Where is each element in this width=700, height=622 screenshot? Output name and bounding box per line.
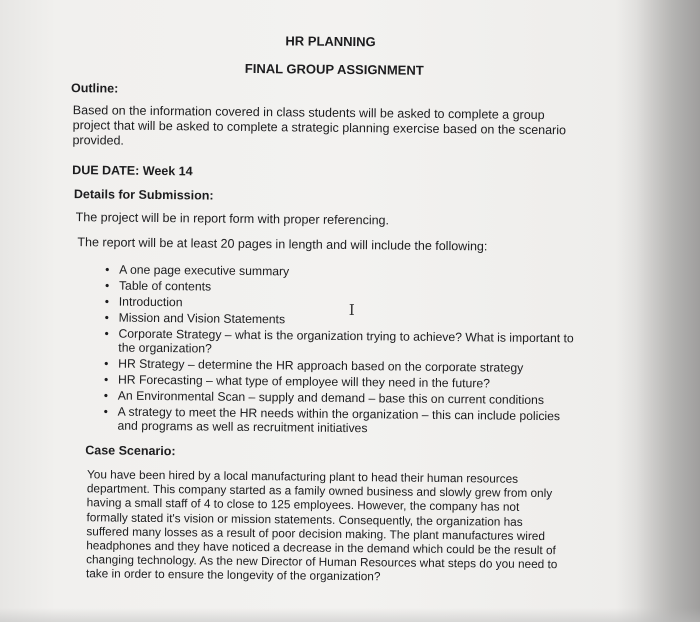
list-item: • Mission and Vision Statements — [104, 310, 286, 327]
bullet-icon: • — [103, 404, 108, 419]
bullet-icon: • — [103, 388, 109, 403]
bullet-icon: • — [104, 310, 109, 325]
text-cursor-icon: I — [348, 301, 355, 320]
details-line-2: The report will be at least 20 pages in length and will include the following: — [77, 235, 488, 254]
bullet-icon: • — [103, 372, 109, 387]
list-item: • Corporate Strategy – what is the organization trying to achieve? What is important to the organization? — [104, 326, 574, 356]
outline-text: Based on the information covered in class students will be asked to complete a group project that will be asked to complete a strategic planning exercise based on the scenario provided. — [72, 103, 567, 148]
bullet-icon: • — [104, 326, 109, 341]
list-item: • A strategy to meet the HR needs within the organization – this can include policies and programs as well as recruitment initiatives — [103, 404, 561, 436]
case-heading: Case Scenario: — [85, 443, 176, 459]
requirements-list — [103, 262, 575, 439]
bullet-icon: • — [104, 278, 110, 293]
list-item: • Introduction — [104, 294, 183, 310]
page-bottom-edge — [0, 608, 700, 622]
outline-heading: Outline: — [70, 81, 119, 96]
bullet-icon: • — [104, 294, 110, 309]
bullet-icon: • — [104, 356, 109, 371]
document-subtitle: FINAL GROUP ASSIGNMENT — [244, 60, 424, 78]
details-heading: Details for Submission: — [73, 187, 214, 203]
details-line-1: The project will be in report form with proper referencing. — [75, 210, 390, 228]
due-date: DUE DATE: Week 14 — [72, 163, 193, 179]
list-item: • HR Forecasting – what type of employee will they need in the future? — [103, 372, 490, 391]
list-item: • A one page executive summary — [105, 262, 290, 279]
list-item: • An Environmental Scan – supply and demand – base this on current conditions — [103, 388, 545, 407]
document-title: HR PLANNING — [285, 33, 376, 50]
bullet-icon: • — [105, 262, 110, 277]
list-item: • Table of contents — [104, 278, 212, 294]
page-edge-shadow — [636, 0, 700, 622]
list-item: • HR Strategy – determine the HR approach based on the corporate strategy — [104, 356, 524, 375]
case-text: You have been hired by a local manufacturing plant to head their human resources department. This company started as a family owned business and slowly grew from only having a small staff of 4 to close to 125 employees. However, the company has not formally stated it's vision or mission statements. Consequently, the organization has suffered many losses as a result of poor decision making. The plant manufactures wired headphones and they have noticed a decrease in the demand which could be the result of changing technology. As the new Director of Human Resources what steps do you need to take in order to ensure the longevity of the organization? — [85, 467, 558, 584]
